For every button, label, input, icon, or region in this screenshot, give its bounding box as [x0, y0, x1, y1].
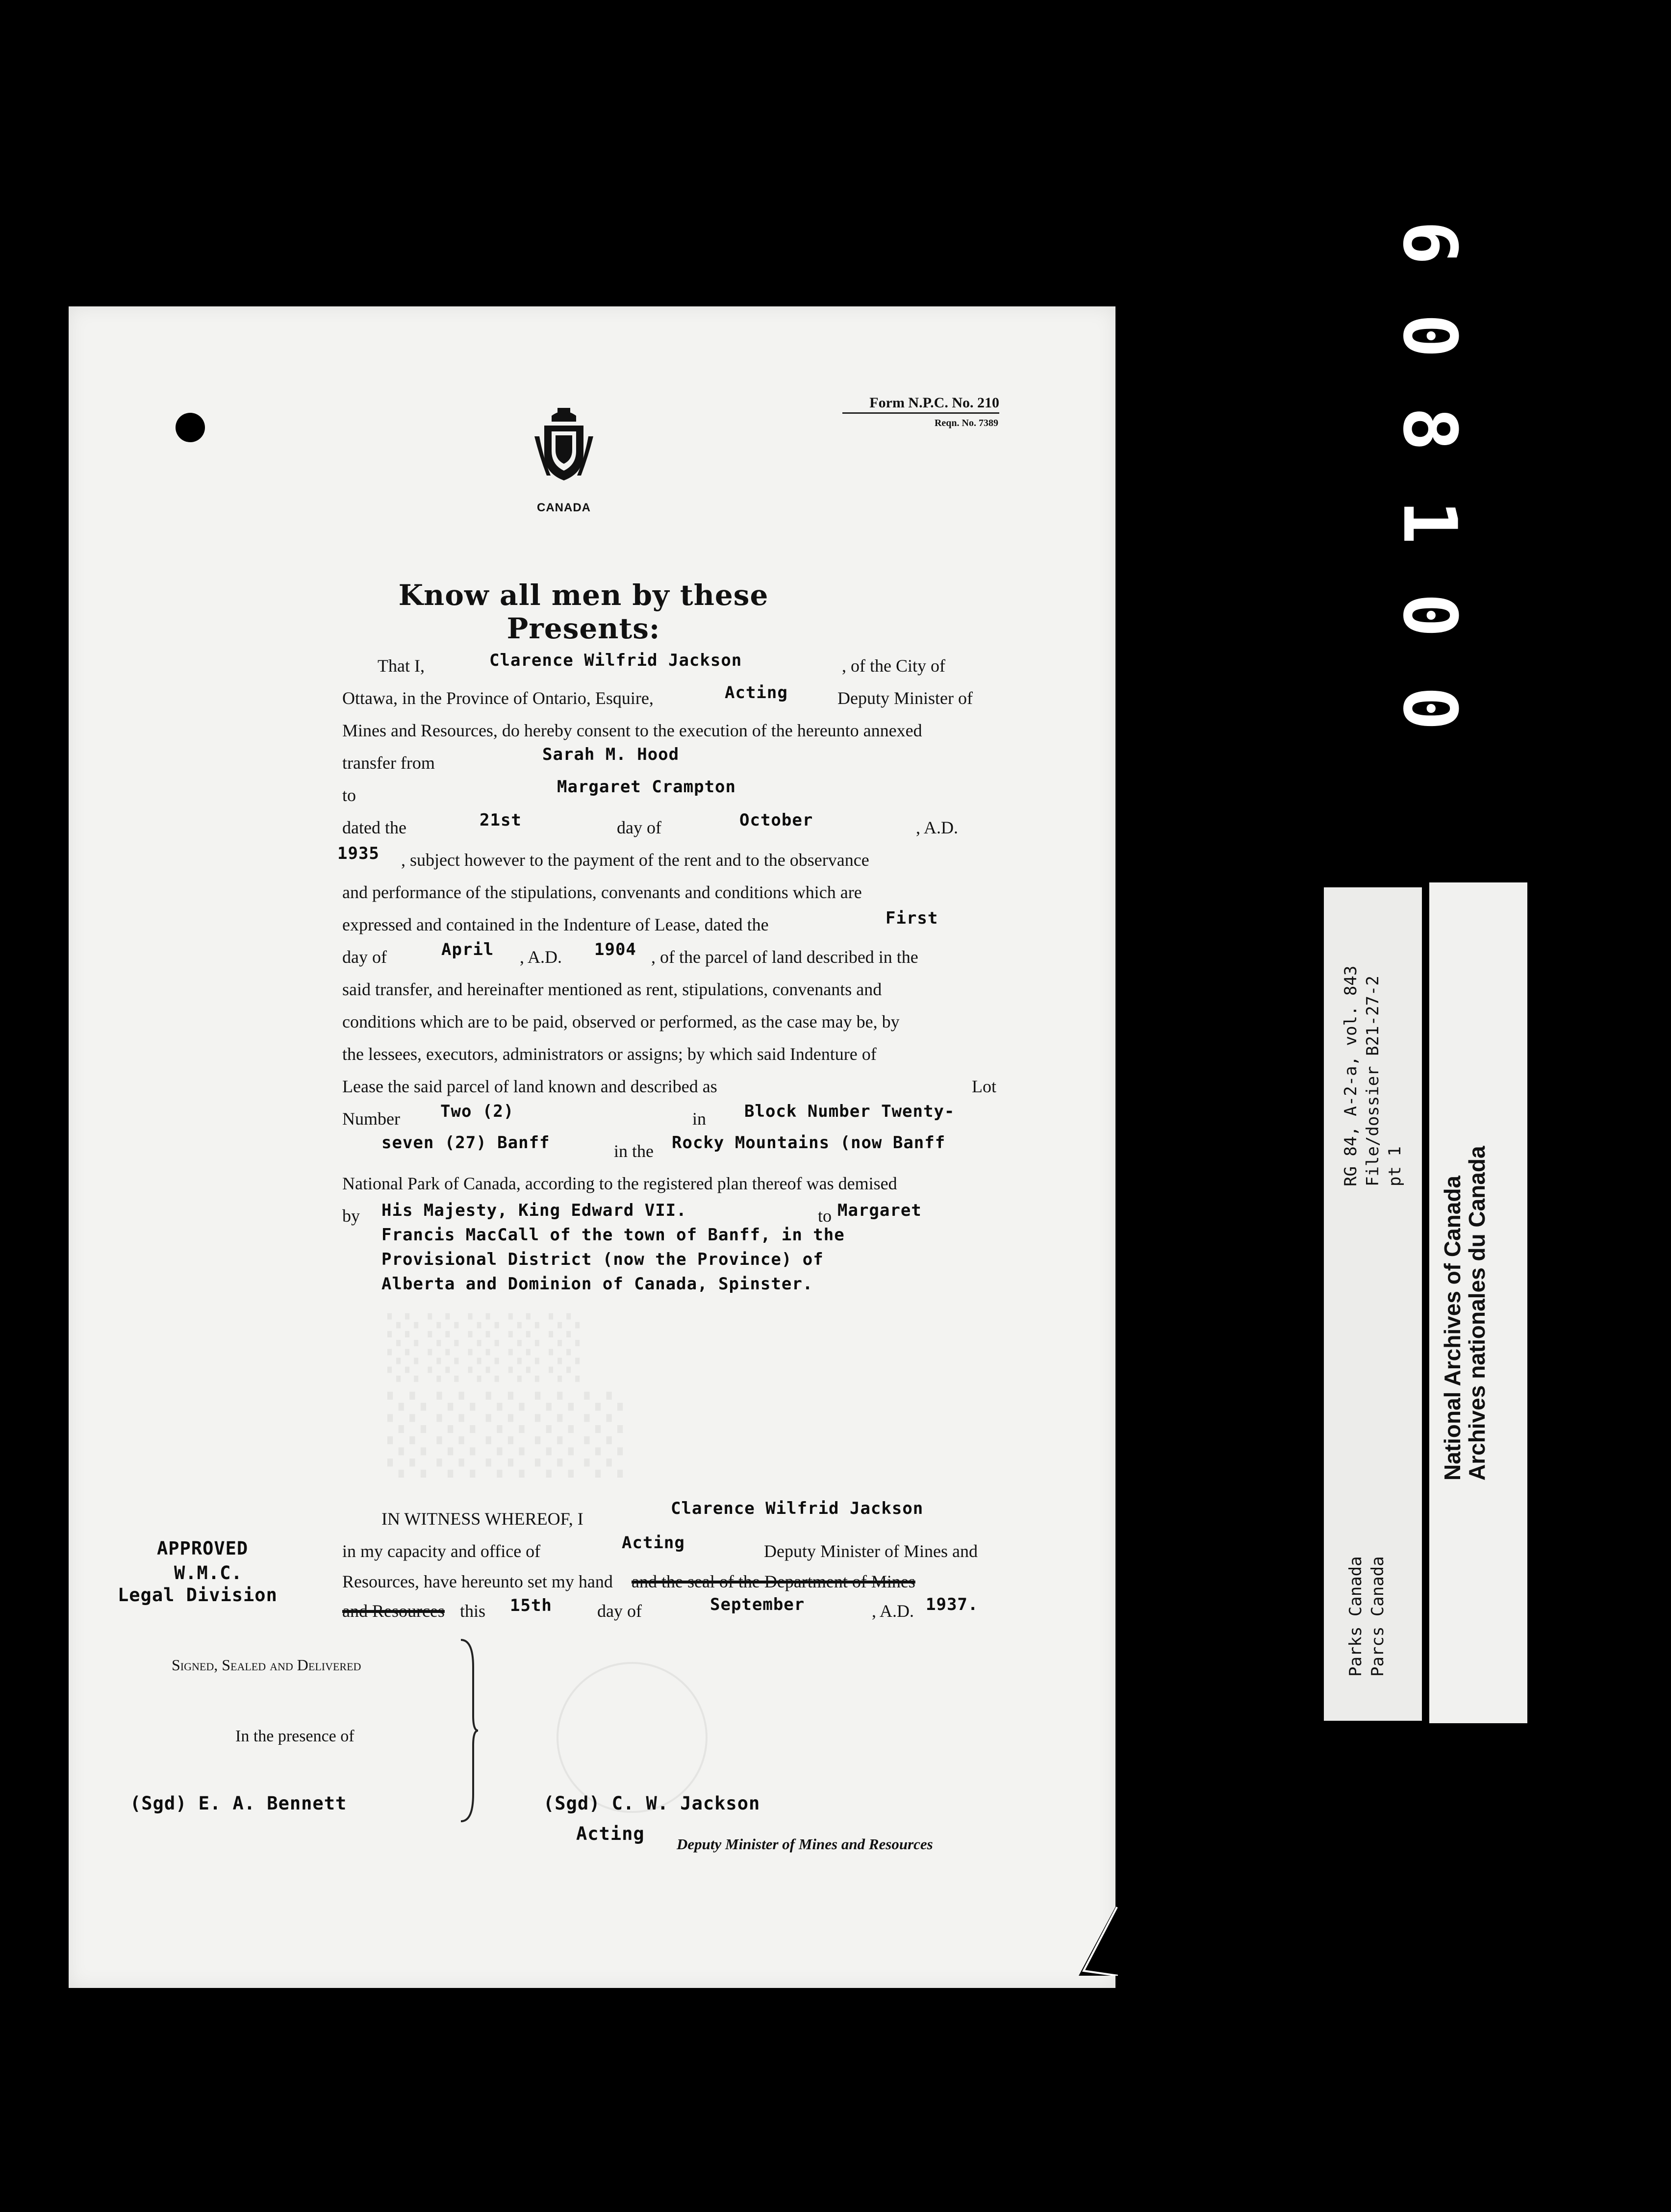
archive-digit: 0	[1387, 686, 1472, 731]
transfer-year: 1935	[337, 844, 380, 863]
mines-line: Mines and Resources, do hereby consent to the execution of the hereunto annexed	[342, 721, 922, 740]
form-number: Form N.P.C. No. 210	[842, 395, 999, 414]
archive-ref-1: RG 84, A-2-a, vol. 843	[1341, 965, 1361, 1186]
block-line-2: seven (27) Banff	[381, 1133, 550, 1153]
lease-first: First	[886, 908, 938, 928]
acting-3: Acting	[576, 1823, 645, 1844]
nac-english: National Archives of Canada	[1440, 1175, 1465, 1481]
witness-signature: (Sgd) E. A. Bennett	[130, 1793, 347, 1814]
this-label: this	[460, 1601, 486, 1621]
dated-the: dated the	[342, 818, 406, 837]
witness-year: 1937.	[926, 1595, 979, 1614]
canada-crest-icon	[532, 407, 596, 483]
deputy-mines: Deputy Minister of Mines and	[764, 1541, 978, 1561]
rocky-line: Rocky Mountains (now Banff	[672, 1133, 946, 1153]
lessee-first: Margaret	[837, 1201, 922, 1220]
lease-month: April	[441, 940, 494, 959]
brace-icon	[458, 1637, 478, 1824]
transferee-name: Margaret Crampton	[557, 777, 736, 797]
faint-seal-stamp	[557, 1662, 708, 1813]
parks-canada-en: Parks Canada	[1346, 1556, 1366, 1677]
of-city: , of the City of	[842, 656, 945, 676]
performance-line: and performance of the stipulations, convenants and conditions which are	[342, 882, 862, 902]
archive-digit: 6	[1387, 220, 1472, 265]
bleed-through-faint-2: ░░░░░	[387, 1392, 633, 1478]
witness-day: 15th	[510, 1596, 552, 1615]
to-2: to	[818, 1206, 832, 1226]
approved-line-3: Legal Division	[118, 1584, 278, 1606]
day-of-3: day of	[597, 1601, 642, 1621]
signer-signature: (Sgd) C. W. Jackson	[543, 1793, 760, 1814]
acting-1: Acting	[725, 683, 788, 703]
struck-seal-text: and the seal of the Department of Mines	[632, 1572, 915, 1591]
lease-parcel-line: Lease the said parcel of land known and described as	[342, 1077, 717, 1096]
lessee-line-2: Provisional District (now the Province) of	[381, 1250, 824, 1269]
day-of-2: day of	[342, 947, 387, 967]
folded-corner	[1079, 1902, 1118, 1976]
document-heading: Know all men by these Presents:	[398, 578, 769, 645]
capacity-line: in my capacity and office of	[342, 1541, 541, 1561]
archive-digit: 8	[1387, 406, 1472, 452]
witness-month: September	[710, 1595, 805, 1614]
approved-line-2: W.M.C.	[174, 1562, 243, 1584]
day-of: day of	[617, 818, 661, 837]
ad-2: , A.D.	[520, 947, 562, 967]
signer-title: Deputy Minister of Mines and Resources	[677, 1835, 933, 1853]
lot-number: Two (2)	[440, 1102, 514, 1121]
consenting-name: Clarence Wilfrid Jackson	[489, 651, 742, 670]
subject-line: , subject however to the payment of the rent and to the observance	[401, 850, 869, 870]
lessor-name: His Majesty, King Edward VII.	[381, 1201, 687, 1220]
ottawa-line: Ottawa, in the Province of Ontario, Esquire,	[342, 688, 654, 708]
that-i: That I,	[378, 656, 425, 676]
witness-whereof: IN WITNESS WHEREOF, I	[381, 1509, 583, 1529]
expressed-line: expressed and contained in the Indenture of Lease, dated the	[342, 915, 769, 934]
archive-frame-number	[1387, 206, 1472, 745]
said-transfer-line: said transfer, and hereinafter mentioned as rent, stipulations, convenants and	[342, 980, 882, 999]
archive-ref-3: pt 1	[1385, 1146, 1405, 1186]
transferor-name: Sarah M. Hood	[542, 745, 680, 764]
approved-line-1: APPROVED	[157, 1538, 249, 1559]
resources-line: Resources, have hereunto set my hand	[342, 1572, 613, 1591]
witness-name: Clarence Wilfrid Jackson	[671, 1499, 924, 1518]
archive-digit: 0	[1387, 593, 1472, 638]
national-park-line: National Park of Canada, according to the registered plan thereof was demised	[342, 1174, 897, 1193]
transfer-month: October	[739, 810, 813, 830]
ad-3: , A.D.	[872, 1601, 914, 1621]
ad-1: , A.D.	[916, 818, 959, 837]
nac-french: Archives nationales du Canada	[1464, 1146, 1490, 1481]
signed-sealed-delivered: Signed, Sealed and Delivered	[172, 1656, 361, 1674]
number-label: Number	[342, 1109, 400, 1129]
lessees-line: the lessees, executors, administrators or assigns; by which said Indenture of	[342, 1044, 877, 1064]
in-the: in the	[614, 1141, 654, 1161]
punch-hole	[176, 413, 205, 442]
crest-label: CANADA	[537, 501, 591, 514]
lease-year: 1904	[594, 940, 636, 959]
parcel-line: , of the parcel of land described in the	[651, 947, 918, 967]
archive-digit: 1	[1387, 500, 1472, 545]
bleed-through-faint: ░░░░░	[387, 1314, 589, 1382]
in-presence-of: In the presence of	[235, 1727, 354, 1745]
transfer-day: 21st	[480, 810, 522, 830]
parks-canada-fr: Parcs Canada	[1368, 1556, 1388, 1677]
by-label: by	[342, 1206, 360, 1226]
in-label: in	[692, 1109, 707, 1129]
requisition-number: Reqn. No. 7389	[934, 418, 998, 428]
struck-resources-text: and Resources	[342, 1601, 445, 1621]
lessee-line-3: Alberta and Dominion of Canada, Spinster.	[381, 1274, 813, 1294]
conditions-line: conditions which are to be paid, observed or performed, as the case may be, by	[342, 1012, 900, 1031]
lessee-line-1: Francis MacCall of the town of Banff, in the	[381, 1225, 845, 1245]
archive-ref-2: File/dossier B21-27-2	[1363, 976, 1383, 1186]
lot-label: Lot	[972, 1077, 996, 1096]
transfer-from: transfer from	[342, 753, 435, 773]
archive-digit: 0	[1387, 313, 1472, 358]
deputy-of: Deputy Minister of	[837, 688, 973, 708]
acting-2: Acting	[622, 1533, 685, 1553]
to-label: to	[342, 785, 356, 805]
block-line-1: Block Number Twenty-	[744, 1102, 955, 1121]
